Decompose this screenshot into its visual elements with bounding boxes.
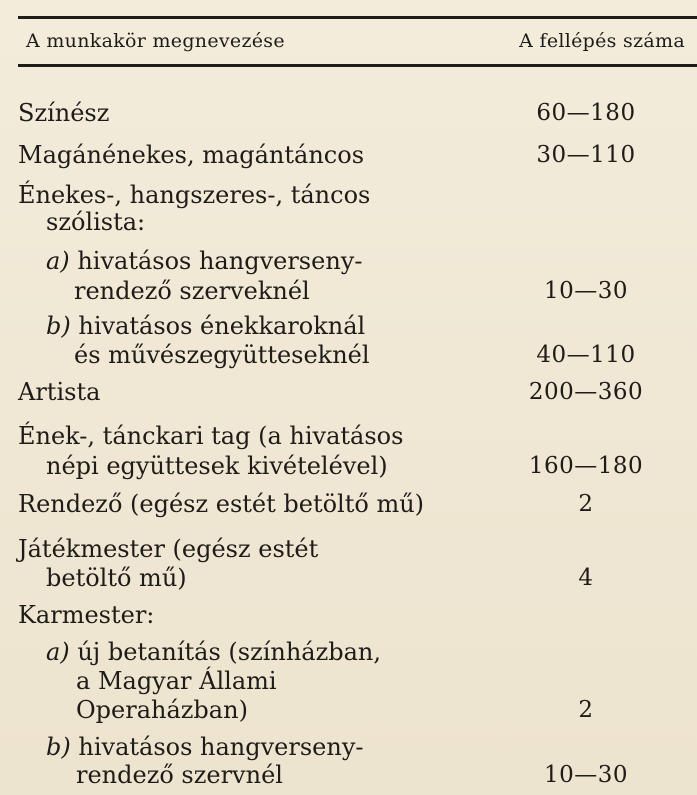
row-value: 30—110 <box>536 142 636 168</box>
row-label-continuation: rendező szerveknél <box>74 277 310 305</box>
row-label: Magánénekes, magántáncos <box>18 141 365 169</box>
row-value: 200—360 <box>528 379 644 405</box>
list-marker: a) <box>46 638 70 666</box>
row-label-text: hivatásos hangverseny- <box>77 247 363 275</box>
row-label <box>46 245 362 277</box>
row-value: 60—180 <box>536 100 636 126</box>
row-label: Ének-, tánckari tag (a hivatásos <box>18 422 404 450</box>
row-label-text: új betanítás (színházban, <box>77 638 382 666</box>
top-rule <box>18 16 697 19</box>
row-label-text: hivatásos énekkaroknál <box>78 312 366 340</box>
row-value: 10—30 <box>543 762 629 788</box>
row-label-text: hivatásos hangverseny- <box>78 733 364 761</box>
row-label-continuation: rendező szervnél <box>76 761 283 789</box>
row-label-continuation: népi együttesek kivételével) <box>46 452 388 480</box>
row-label-continuation: betöltő mű) <box>46 564 187 592</box>
row-label: Rendező (egész estét betöltő mű) <box>18 490 425 518</box>
list-marker: b) <box>46 733 71 761</box>
row-label <box>46 310 365 342</box>
row-label: Karmester: <box>18 601 155 629</box>
row-label: Színész <box>18 99 110 127</box>
row-value: 10—30 <box>543 278 629 304</box>
row-label-continuation: Operaházban) <box>76 696 248 724</box>
row-value: 4 <box>578 565 594 591</box>
header-rule <box>18 64 697 67</box>
row-label-continuation: a Magyar Állami <box>76 667 277 695</box>
header-job-title: A munkakör megnevezése <box>26 30 285 52</box>
row-label-continuation: szólista: <box>46 208 146 236</box>
row-label: Énekes-, hangszeres-, táncos <box>18 181 371 209</box>
row-label <box>46 636 381 668</box>
row-value: 160—180 <box>528 453 644 479</box>
header-performance-count: A fellépés száma <box>519 30 685 52</box>
row-value: 2 <box>578 491 594 517</box>
row-label: Artista <box>18 378 101 406</box>
list-marker: b) <box>46 312 71 340</box>
row-label-continuation: és művészegyütteseknél <box>74 341 370 369</box>
row-value: 2 <box>578 697 594 723</box>
row-value: 40—110 <box>536 342 636 368</box>
list-marker: a) <box>46 247 70 275</box>
row-label: Játékmester (egész estét <box>18 535 319 563</box>
